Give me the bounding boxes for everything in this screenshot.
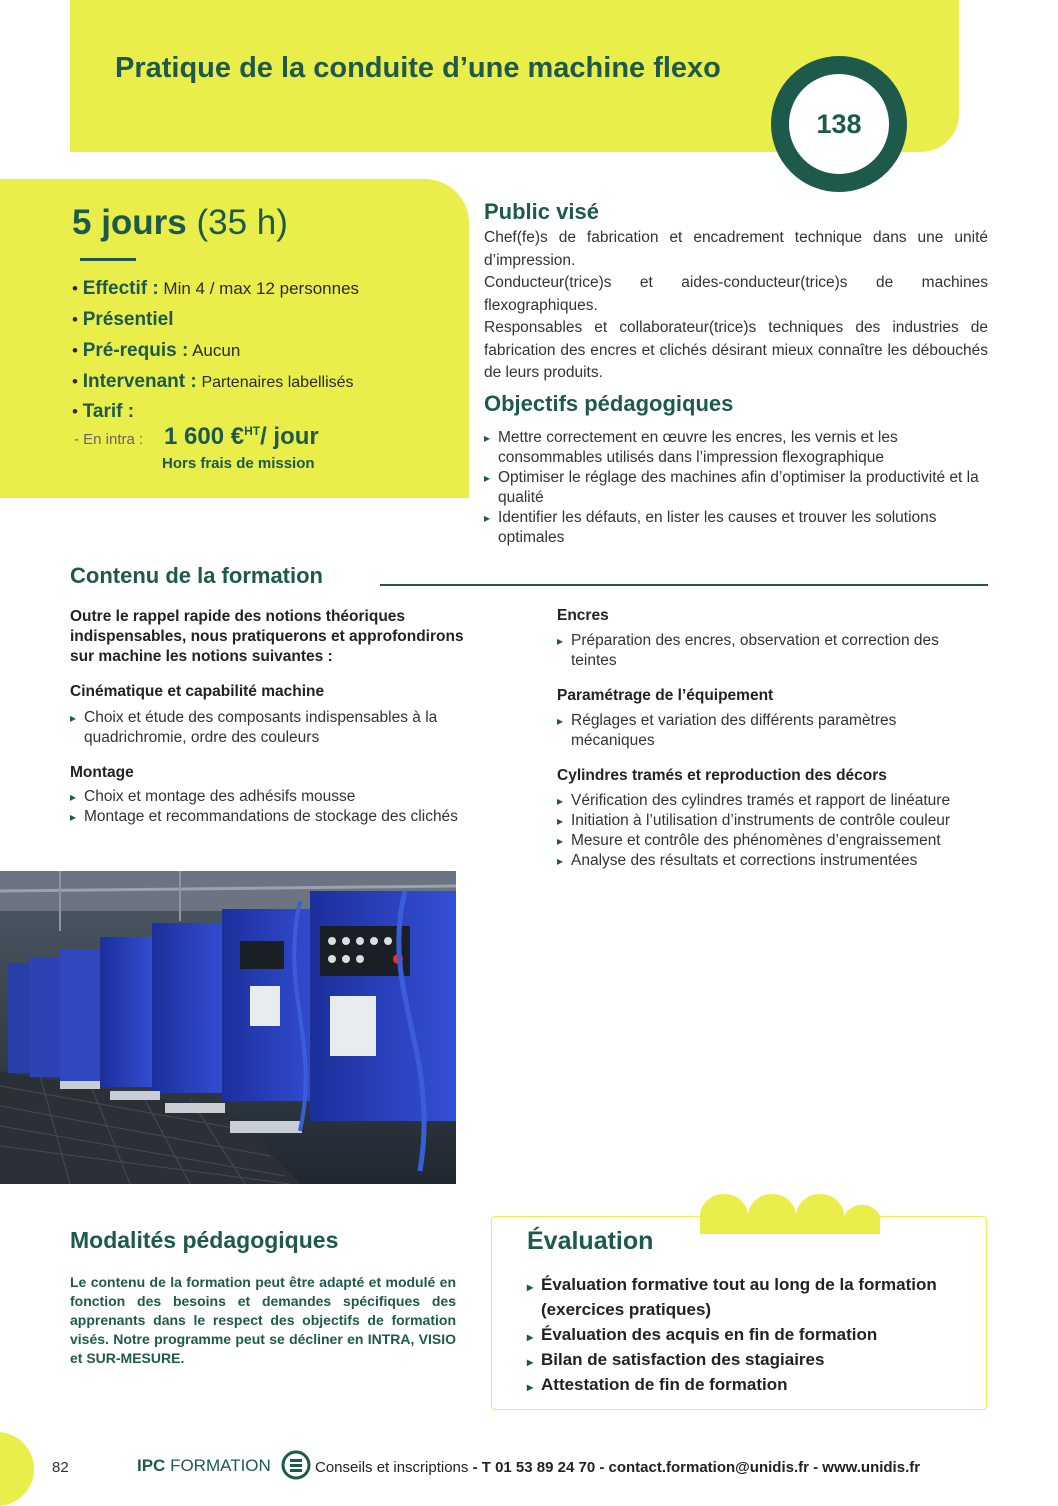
page-number: 82 [52,1459,69,1476]
prerequis-value: Aucun [192,341,241,360]
corner-decoration [0,1432,34,1506]
cylindres-title: Cylindres tramés et reproduction des décors [557,767,887,784]
parametrage-list [557,711,982,751]
intra-note: Hors frais de mission [162,455,315,472]
cinematique-list [70,708,480,748]
list-item: ▸ Réglages et variation des différents paramètres mécaniques [557,711,982,751]
info-prerequis: • Pré-requis : Aucun [72,340,241,361]
intervenant-label: Intervenant : [82,371,197,392]
list-item: ▸ Évaluation formative tout au long de la formation (exercices pratiques) [527,1272,967,1322]
effectif-label: Effectif : [82,278,159,299]
public-paragraph: Chef(fe)s de fabrication et encadrement technique dans une unité d’impression. [484,229,988,269]
info-presentiel: • Présentiel [72,309,174,330]
montage-list [70,787,470,827]
contenu-title: Contenu de la formation [70,563,331,589]
parametrage-title: Paramétrage de l’équipement [557,687,774,704]
list-item: ▸ Optimiser le réglage des machines afin d’optimiser la productivité et la qualité [484,468,980,508]
info-effectif: • Effectif : Min 4 / max 12 personnes [72,278,360,299]
presentiel-label: Présentiel [82,309,174,330]
course-number-badge: 138 [771,56,907,192]
modalites-title: Modalités pédagogiques [70,1227,339,1253]
intra-price-ht: HT [244,424,261,438]
footer-contact-details[interactable]: - T 01 53 89 24 70 - contact.formation@unidis.fr - www.unidis.fr [472,1459,921,1476]
intervenant-value: Partenaires labellisés [201,374,354,391]
info-tarif: • Tarif : [72,401,135,422]
encres-title: Encres [557,607,609,624]
brand-formation: FORMATION [170,1456,271,1475]
tarif-label: Tarif : [82,401,135,422]
montage-title: Montage [70,764,134,781]
duration-underline [80,258,136,261]
intra-price-amount: 1 600 € [164,423,245,450]
objectifs-title: Objectifs pédagogiques [484,391,734,416]
cinematique-title: Cinématique et capabilité machine [70,683,325,700]
objectifs-list [484,428,980,548]
list-item: ▸ Identifier les défauts, en lister les causes et trouver les solutions optimales [484,508,980,548]
list-item: ▸ Attestation de fin de formation [527,1372,967,1397]
page-title: Pratique de la conduite d’une machine flexo [115,52,721,84]
list-item: ▸ Bilan de satisfaction des stagiaires [527,1347,967,1372]
contact-icon [280,1449,312,1481]
list-item: ▸ Initiation à l’utilisation d’instruments de contrôle couleur [557,811,997,831]
intra-price [164,423,319,451]
duration-days: 5 jours [72,203,187,242]
list-item: ▸ Vérification des cylindres tramés et rapport de linéature [557,791,997,811]
contenu-divider [380,584,988,586]
public-paragraph: Responsables et collaborateur(trice)s techniques des industries de fabrication des encres et clichés désirant mieux connaître les débouchés de leurs produits. [484,319,988,381]
intra-label: - En intra : [74,431,144,448]
list-item: ▸ Évaluation des acquis en fin de formation [527,1322,967,1347]
encres-list [557,631,982,671]
cylindres-list [557,791,997,871]
intra-price-unit: / jour [260,423,319,450]
footer-contact [315,1459,920,1476]
evaluation-title: Évaluation [527,1227,654,1255]
contenu-intro: Outre le rappel rapide des notions théoriques indispensables, nous pratiquerons et approfondirons sur machine les notions suivantes : [70,608,464,665]
modalites-text: Le contenu de la formation peut être adapté et modulé en fonction des besoins et demandes spécifiques des apprenants dans le respect des objectifs de formation visés. Notre programme peut se décliner en INTRA, VISIO et SUR-MESURE. [70,1274,456,1366]
public-paragraph: Conducteur(trice)s et aides-conducteur(trice)s de machines flexographiques. [484,274,988,314]
duration [72,203,288,243]
footer-brand [137,1456,271,1476]
info-intervenant: • Intervenant : Partenaires labellisés [72,371,354,392]
public-text [484,227,988,385]
list-item: ▸ Préparation des encres, observation et correction des teintes [557,631,982,671]
public-title: Public visé [484,199,599,224]
effectif-value: Min 4 / max 12 personnes [163,279,360,298]
list-item: ▸ Choix et montage des adhésifs mousse [70,787,470,807]
evaluation-list [527,1272,967,1397]
footer-label: Conseils et inscriptions [315,1459,469,1476]
brand-ipc: IPC [137,1456,166,1475]
list-item: ▸ Mettre correctement en œuvre les encres, les vernis et les consommables utilisés dans l’impression flexographique [484,428,980,468]
list-item: ▸ Choix et étude des composants indispensables à la quadrichromie, ordre des couleurs [70,708,480,748]
duration-hours: (35 h) [196,203,288,242]
list-item: ▸ Mesure et contrôle des phénomènes d’engraissement [557,831,997,851]
flexo-machine-photo [0,871,456,1184]
list-item: ▸ Montage et recommandations de stockage des clichés [70,807,470,827]
prerequis-label: Pré-requis : [82,340,189,361]
list-item: ▸ Analyse des résultats et corrections instrumentées [557,851,997,871]
